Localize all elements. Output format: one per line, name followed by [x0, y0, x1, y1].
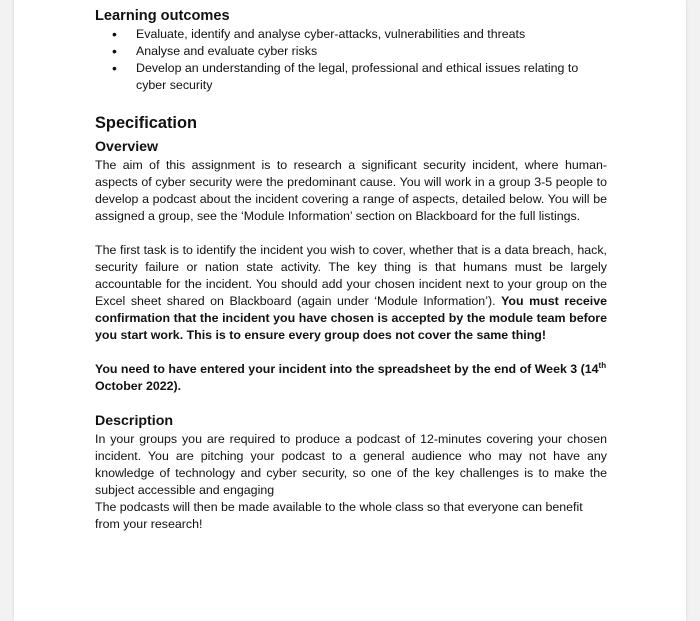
overview-heading: Overview	[95, 139, 159, 155]
deadline-paragraph	[95, 361, 607, 395]
description-paragraph-2: The podcasts will then be made available to the whole class so that everyone can benefit from your research!	[95, 500, 583, 531]
learning-outcomes-list	[95, 26, 607, 94]
overview-paragraph-2	[95, 242, 607, 344]
overview-paragraph-1: The aim of this assignment is to research a significant security incident, where human-aspects of cyber security were the predominant cause. You will work in a group 3-5 people to develop a podcast about the incident covering a range of aspects, detailed below. You will be assigned a group, see the ‘Module Information’ section on Blackboard for the full listings.	[95, 158, 607, 223]
description-paragraph-1: In your groups you are required to produce a podcast of 12-minutes covering your chosen incident. You are pitching your podcast to a general audience who may not have any knowledge of technology and cyber security, so one of the key challenges is to make the subject accessible and engaging	[95, 432, 607, 497]
learning-outcomes-heading: Learning outcomes	[95, 8, 230, 24]
document-page	[14, 0, 686, 621]
deadline-text-end: October 2022).	[95, 379, 182, 393]
list-item: • Evaluate, identify and analyse cyber-attacks, vulnerabilities and threats	[95, 26, 607, 43]
description-heading: Description	[95, 413, 174, 429]
list-item: • Develop an understanding of the legal, professional and ethical issues relating to cyber security	[95, 60, 607, 94]
list-item: • Analyse and evaluate cyber risks	[95, 43, 607, 60]
specification-heading: Specification	[95, 114, 198, 132]
overview-paragraph-2-bold: You must receive confirmation that the incident you have chosen is accepted by the module team before you start work. This is to ensure every group does not cover the same thing!	[95, 294, 607, 342]
deadline-text: You need to have entered your incident into the spreadsheet by the end of Week 3 (14	[95, 362, 599, 376]
document-content	[95, 6, 607, 533]
overview-paragraph-2-text: The first task is to identify the incident you wish to cover, whether that is a data breach, hack, security failure or nation state activity. The key thing is that humans must be largely accountable for the incident. You should add your chosen incident next to your group on the Excel sheet shared on Blackboard (again under ‘Module Information’).	[95, 243, 607, 308]
deadline-superscript: th	[598, 361, 607, 370]
